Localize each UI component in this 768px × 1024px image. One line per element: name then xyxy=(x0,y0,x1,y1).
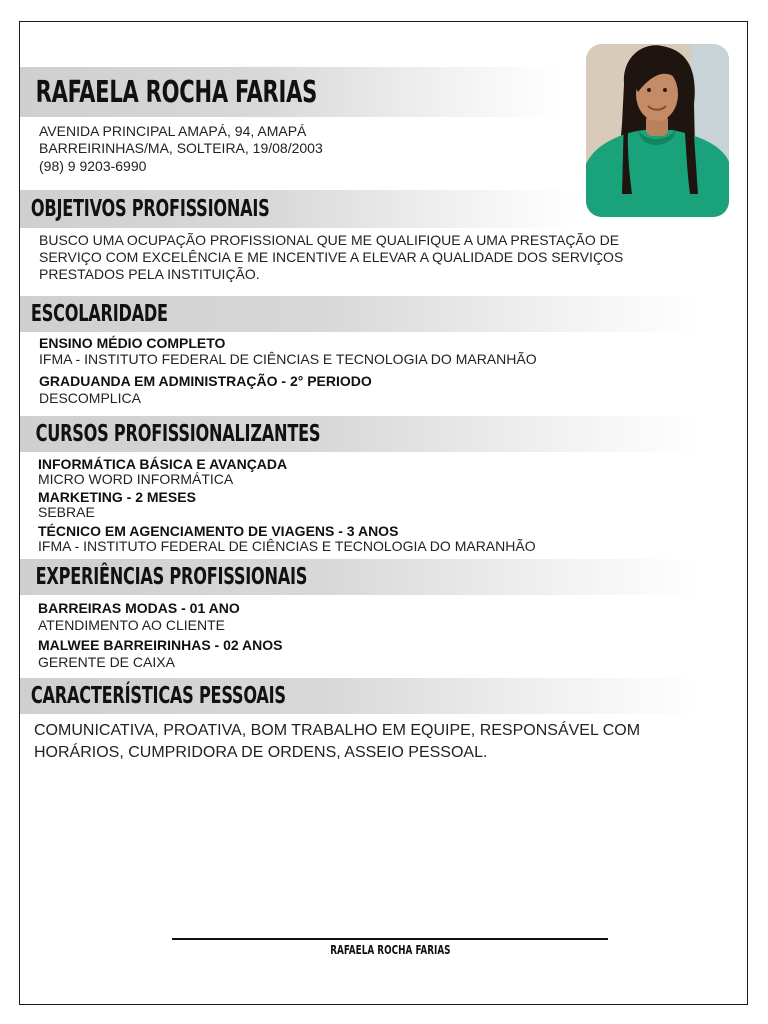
course-detail-2: SEBRAE xyxy=(38,504,95,520)
course-heading-1: INFORMÁTICA BÁSICA E AVANÇADA xyxy=(38,456,288,472)
education-heading-1: ENSINO MÉDIO COMPLETO xyxy=(39,335,226,351)
phone-number: (98) 9 9203-6990 xyxy=(39,158,147,174)
education-detail-1: IFMA - INSTITUTO FEDERAL DE CIÊNCIAS E TECNOLOGIA DO MARANHÃO xyxy=(39,351,537,367)
traits-line-2: HORÁRIOS, CUMPRIDORA DE ORDENS, ASSEIO PESSOAL. xyxy=(34,744,488,761)
section-title-experience: EXPERIÊNCIAS PROFISSIONAIS xyxy=(35,564,308,590)
education-heading-2: GRADUANDA EM ADMINISTRAÇÃO - 2° PERIODO xyxy=(39,373,372,389)
section-title-courses: CURSOS PROFISSIONALIZANTES xyxy=(35,421,321,447)
experience-detail-1: ATENDIMENTO AO CLIENTE xyxy=(38,617,225,633)
signature-line xyxy=(172,938,608,940)
experience-heading-2: MALWEE BARREIRINHAS - 02 ANOS xyxy=(38,637,283,653)
section-title-traits: CARACTERÍSTICAS PESSOAIS xyxy=(30,683,286,709)
section-band-experience xyxy=(20,559,700,595)
course-heading-2: MARKETING - 2 MESES xyxy=(38,489,196,505)
profile-photo xyxy=(586,44,729,217)
signature-name-text: RAFAELA ROCHA FARIAS xyxy=(329,943,451,957)
address-line-2: BARREIRINHAS/MA, SOLTEIRA, 19/08/2003 xyxy=(39,140,323,156)
experience-detail-2: GERENTE DE CAIXA xyxy=(38,654,175,670)
experience-heading-1: BARREIRAS MODAS - 01 ANO xyxy=(38,600,240,616)
address-line-1: AVENIDA PRINCIPAL AMAPÁ, 94, AMAPÁ xyxy=(39,123,307,139)
education-detail-2: DESCOMPLICA xyxy=(39,390,141,406)
section-band-education xyxy=(20,296,700,332)
candidate-name: RAFAELA ROCHA FARIAS xyxy=(35,74,318,110)
section-band-objectives xyxy=(20,190,575,228)
name-band xyxy=(20,67,560,117)
traits-line-1: COMUNICATIVA, PROATIVA, BOM TRABALHO EM EQUIPE, RESPONSÁVEL COM xyxy=(34,722,641,739)
objectives-line-2: SERVIÇO COM EXCELÊNCIA E ME INCENTIVE A ELEVAR A QUALIDADE DOS SERVIÇOS xyxy=(39,249,624,265)
section-title-objectives: OBJETIVOS PROFISSIONAIS xyxy=(30,196,270,222)
section-title-education: ESCOLARIDADE xyxy=(30,301,168,327)
course-heading-3: TÉCNICO EM AGENCIAMENTO DE VIAGENS - 3 ANOS xyxy=(38,523,399,539)
profile-photo-icon xyxy=(586,44,729,217)
objectives-line-3: PRESTADOS PELA INSTITUIÇÃO. xyxy=(39,266,260,282)
objectives-line-1: BUSCO UMA OCUPAÇÃO PROFISSIONAL QUE ME QUALIFIQUE A UMA PRESTAÇÃO DE xyxy=(39,232,620,248)
signature-name xyxy=(172,943,608,957)
course-detail-3: IFMA - INSTITUTO FEDERAL DE CIÊNCIAS E TECNOLOGIA DO MARANHÃO xyxy=(38,538,536,554)
section-band-courses xyxy=(20,416,700,452)
section-band-traits xyxy=(20,678,700,714)
course-detail-1: MICRO WORD INFORMÁTICA xyxy=(38,471,234,487)
